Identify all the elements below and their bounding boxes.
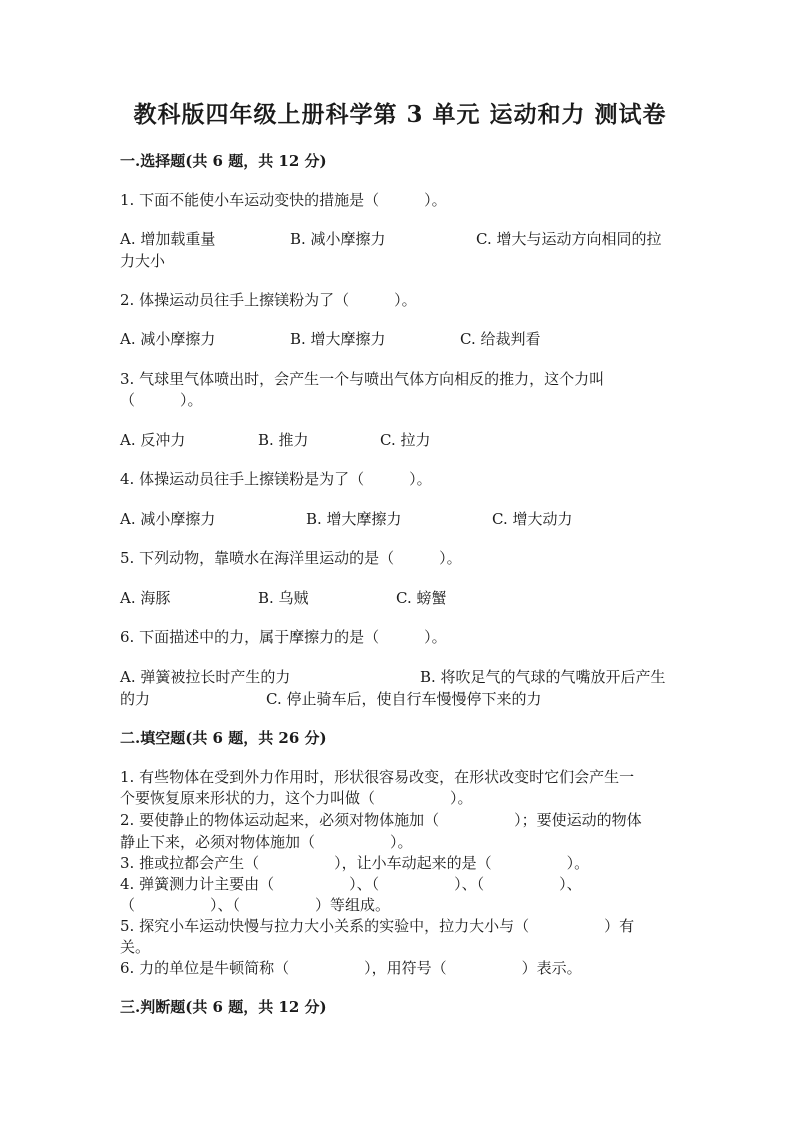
- option-continuation: 力大小: [120, 252, 166, 270]
- section-heading: 一.选择题(共 6 题，共 12 分): [120, 152, 327, 170]
- fill-line: 关。: [120, 938, 151, 956]
- fill-line: 5. 探究小车运动快慢与拉力大小关系的实验中，拉力大小与（ ）有: [120, 917, 635, 935]
- option-c: C. 螃蟹: [396, 589, 447, 607]
- option-c: C. 给裁判看: [460, 330, 541, 348]
- option-b: B. 推力: [258, 431, 309, 449]
- question-stem: 2. 体操运动员往手上擦镁粉为了（ ）。: [120, 291, 417, 309]
- fill-line: （ ）、（ ）等组成。: [120, 896, 391, 914]
- option-a: A. 增加载重量: [120, 230, 216, 248]
- fill-line: 6. 力的单位是牛顿简称（ ），用符号（ ）表示。: [120, 959, 582, 977]
- option-b: B. 将吹足气的气球的气嘴放开后产生: [420, 668, 666, 686]
- fill-line: 2. 要使静止的物体运动起来，必须对物体施加（ ）；要使运动的物体: [120, 811, 642, 829]
- fill-line: 3. 推或拉都会产生（ ），让小车动起来的是（ ）。: [120, 854, 590, 872]
- worksheet-title: 教科版四年级上册科学第 3 单元 运动和力 测试卷: [133, 101, 667, 128]
- option-a: A. 海豚: [120, 589, 171, 607]
- question-stem: 5. 下列动物，靠喷水在海洋里运动的是（ ）。: [120, 549, 462, 567]
- section-heading: 二.填空题(共 6 题，共 26 分): [120, 729, 327, 747]
- question-stem-continuation: （ ）。: [120, 391, 203, 409]
- option-c: C. 增大动力: [492, 510, 573, 528]
- option-a: A. 减小摩擦力: [120, 510, 216, 528]
- option-c: C. 拉力: [380, 431, 431, 449]
- fill-line: 1. 有些物体在受到外力作用时，形状很容易改变，在形状改变时它们会产生一: [120, 768, 635, 786]
- fill-line: 4. 弹簧测力计主要由（ ）、（ ）、（ ）、: [120, 875, 582, 893]
- option-b: B. 增大摩擦力: [290, 330, 386, 348]
- question-stem: 3. 气球里气体喷出时，会产生一个与喷出气体方向相反的推力，这个力叫: [120, 370, 605, 388]
- option-a: A. 减小摩擦力: [120, 330, 216, 348]
- option-b: B. 增大摩擦力: [306, 510, 402, 528]
- fill-line: 静止下来，必须对物体施加（ ）。: [120, 833, 413, 851]
- option-b: B. 减小摩擦力: [290, 230, 386, 248]
- question-stem: 4. 体操运动员往手上擦镁粉是为了（ ）。: [120, 470, 432, 488]
- option-c: C. 停止骑车后，使自行车慢慢停下来的力: [266, 690, 542, 708]
- fill-line: 个要恢复原来形状的力，这个力叫做（ ）。: [120, 789, 473, 807]
- option-continuation: 的力: [120, 690, 151, 708]
- question-stem: 6. 下面描述中的力，属于摩擦力的是（ ）。: [120, 628, 447, 646]
- option-a: A. 弹簧被拉长时产生的力: [120, 668, 291, 686]
- option-a: A. 反冲力: [120, 431, 186, 449]
- option-b: B. 乌贼: [258, 589, 309, 607]
- question-stem: 1. 下面不能使小车运动变快的措施是（ ）。: [120, 191, 447, 209]
- option-c: C. 增大与运动方向相同的拉: [476, 230, 662, 248]
- section-heading: 三.判断题(共 6 题，共 12 分): [120, 998, 327, 1016]
